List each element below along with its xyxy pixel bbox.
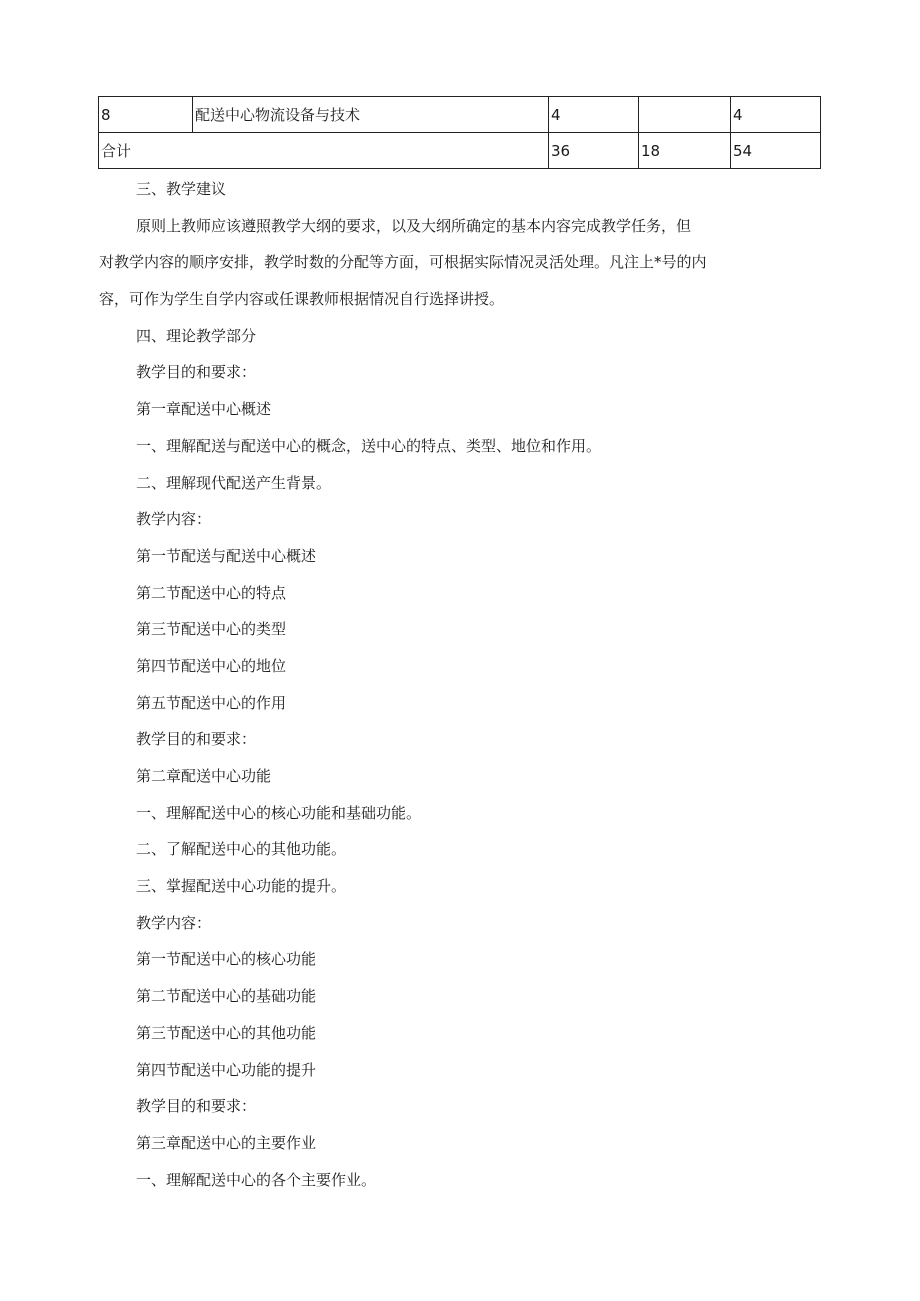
text-line: 教学目的和要求： [136,1097,257,1116]
document-body [99,171,836,1198]
row-number-cell: 8 [99,97,193,133]
text-line: 教学内容： [136,913,212,932]
practice-hours-cell [639,97,731,133]
text-line: 教学目的和要求： [136,363,257,382]
teaching-advice-paragraph [99,208,826,318]
section-item: 第四节配送中心功能的提升 [136,1060,317,1079]
section-item: 第一节配送与配送中心概述 [136,546,317,565]
section-item: 第四节配送中心的地位 [136,656,287,675]
text-line: 一、理解配送中心的核心功能和基础功能。 [136,803,422,822]
chapter-heading: 第三章配送中心的主要作业 [136,1133,317,1152]
section-item: 第三节配送中心的类型 [136,620,287,639]
paragraph-line: 对教学内容的顺序安排，教学时数的分配等方面，可根据实际情况灵活处理。凡注上*号的内 [99,253,707,272]
section-item: 第五节配送中心的作用 [136,693,287,712]
theory-hours-cell: 36 [549,133,639,169]
text-line: 教学内容： [136,510,212,529]
text-line: 一、理解配送中心的各个主要作业。 [136,1170,377,1189]
section-heading: 四、理论教学部分 [136,326,257,345]
practice-hours-cell: 18 [639,133,731,169]
section-item: 第二节配送中心的特点 [136,583,287,602]
text-line: 二、理解现代配送产生背景。 [136,473,332,492]
topic-name-cell: 配送中心物流设备与技术 [193,97,549,133]
section-item: 第三节配送中心的其他功能 [136,1023,317,1042]
total-hours-cell: 4 [731,97,821,133]
text-line: 二、了解配送中心的其他功能。 [136,840,347,859]
text-line: 教学目的和要求： [136,730,257,749]
text-line: 三、掌握配送中心功能的提升。 [136,877,347,896]
paragraph-line: 原则上教师应该遵照教学大纲的要求，以及大纲所确定的基本内容完成教学任务，但 [136,216,692,235]
paragraph-line: 容，可作为学生自学内容或任课教师根据情况自行选择讲授。 [99,290,505,309]
course-hours-table [98,96,821,169]
theory-hours-cell: 4 [549,97,639,133]
chapter-heading: 第二章配送中心功能 [136,767,272,786]
table-row [99,97,821,133]
total-label-cell: 合计 [99,133,549,169]
chapter-heading: 第一章配送中心概述 [136,400,272,419]
total-hours-cell: 54 [731,133,821,169]
text-line: 一、理解配送与配送中心的概念，送中心的特点、类型、地位和作用。 [136,436,602,455]
section-heading: 三、教学建议 [136,180,227,198]
table-row-total [99,133,821,169]
section-item: 第一节配送中心的核心功能 [136,950,317,969]
section-item: 第二节配送中心的基础功能 [136,987,317,1006]
